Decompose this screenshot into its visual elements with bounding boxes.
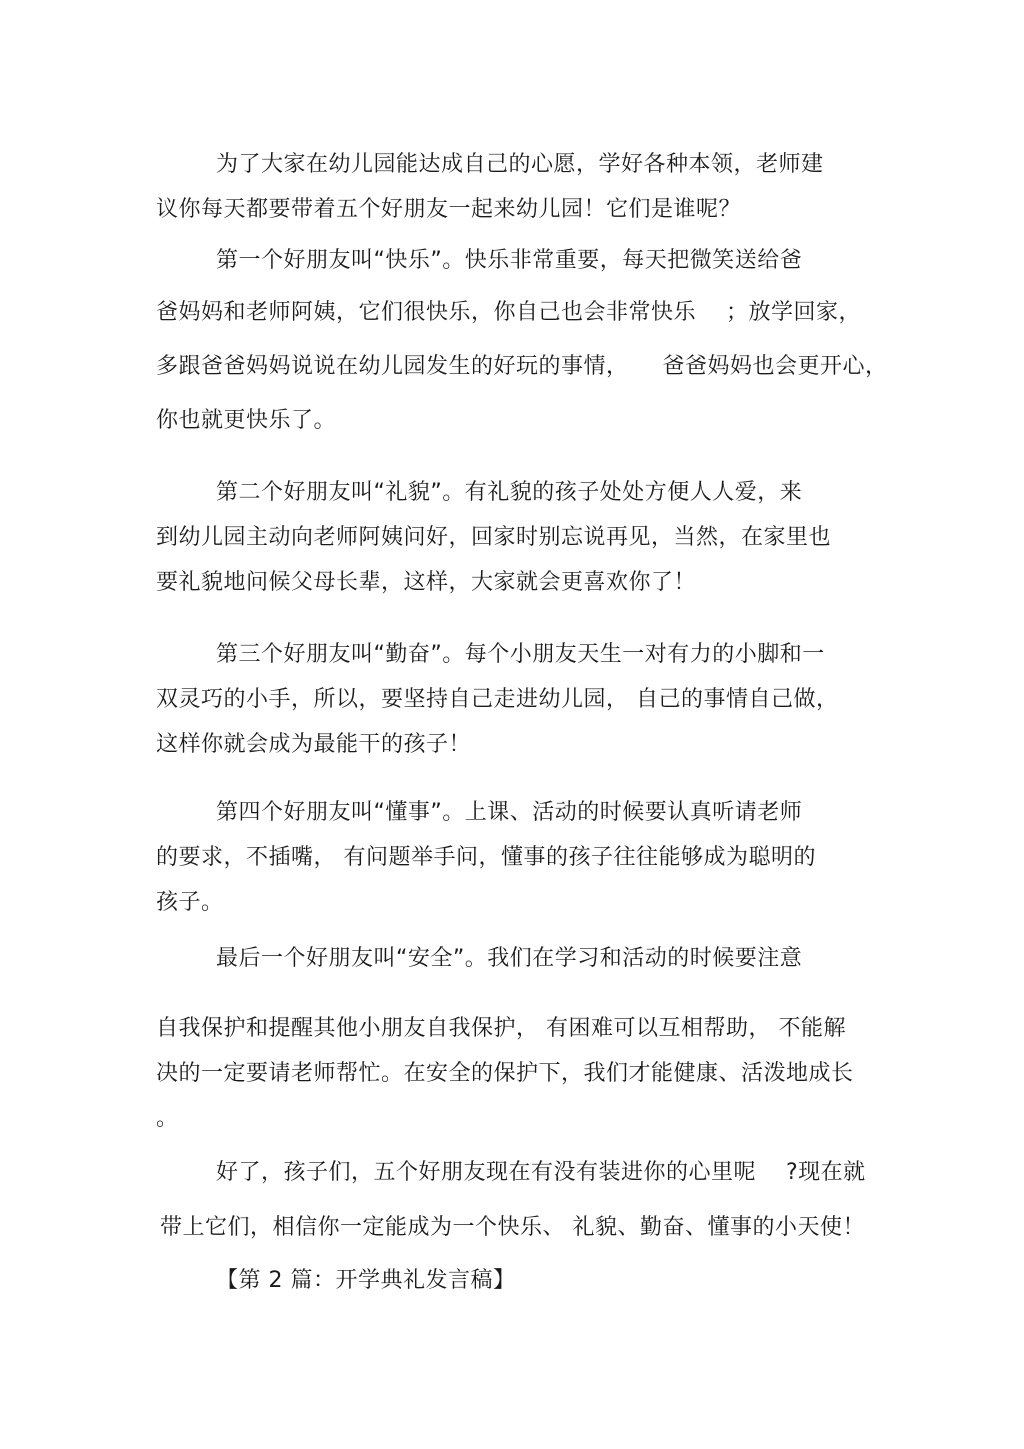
paragraph-diligent-line-2: 双灵巧的小手，所以，要坚持自己走进幼儿园， 自己的事情自己做，	[156, 687, 839, 712]
paragraph-intro-line-2: 议你每天都要带着五个好朋友一起来幼儿园！它们是谁呢？	[156, 197, 742, 222]
paragraph-sensible-line-2: 的要求，不插嘴， 有问题举手问，懂事的孩子往往能够成为聪明的	[156, 845, 816, 870]
paragraph-closing-line-1: 好了，孩子们，五个好朋友现在有没有装进你的心里呢 ?现在就	[216, 1160, 866, 1185]
paragraph-safety-line-2: 自我保护和提醒其他小朋友自我保护， 有困难可以互相帮助， 不能解	[156, 1016, 846, 1041]
paragraph-polite-line-1: 第二个好朋友叫“礼貌”。有礼貌的孩子处处方便人人爱，来	[216, 480, 803, 505]
paragraph-polite-line-2: 到幼儿园主动向老师阿姨问好，回家时别忘说再见，当然，在家里也	[156, 525, 832, 550]
paragraph-diligent-line-3: 这样你就会成为最能干的孩子！	[156, 732, 472, 757]
paragraph-happy-line-1: 第一个好朋友叫“快乐”。快乐非常重要，每天把微笑送给爸	[216, 248, 803, 273]
paragraph-safety-line-4: 。	[156, 1106, 179, 1131]
paragraph-intro-line-1: 为了大家在幼儿园能达成自己的心愿，学好各种本领，老师建	[216, 152, 824, 177]
paragraph-safety-line-3: 决的一定要请老师帮忙。在安全的保护下，我们才能健康、活泼地成长	[156, 1061, 854, 1086]
paragraph-closing-line-2: 带上它们，相信你一定能成为一个快乐、 礼貌、勤奋、懂事的小天使！	[160, 1215, 865, 1240]
paragraph-safety-line-1: 最后一个好朋友叫“安全”。我们在学习和活动的时候要注意	[216, 946, 803, 971]
paragraph-happy-line-2: 爸妈妈和老师阿姨，它们很快乐，你自己也会非常快乐 ；放学回家，	[156, 300, 861, 325]
paragraph-happy-line-3: 多跟爸爸妈妈说说在幼儿园发生的好玩的事情， 爸爸妈妈也会更开心，	[156, 354, 888, 379]
paragraph-happy-line-4: 你也就更快乐了。	[156, 408, 337, 433]
paragraph-diligent-line-1: 第三个好朋友叫“勤奋”。每个小朋友天生一对有力的小脚和一	[216, 642, 825, 667]
section-heading: 【第 2 篇：开学典礼发言稿】	[216, 1268, 516, 1293]
paragraph-sensible-line-3: 孩子。	[156, 890, 224, 915]
paragraph-sensible-line-1: 第四个好朋友叫“懂事”。上课、活动的时候要认真听请老师	[216, 800, 803, 825]
paragraph-polite-line-3: 要礼貌地问候父母长辈，这样，大家就会更喜欢你了！	[156, 570, 697, 595]
